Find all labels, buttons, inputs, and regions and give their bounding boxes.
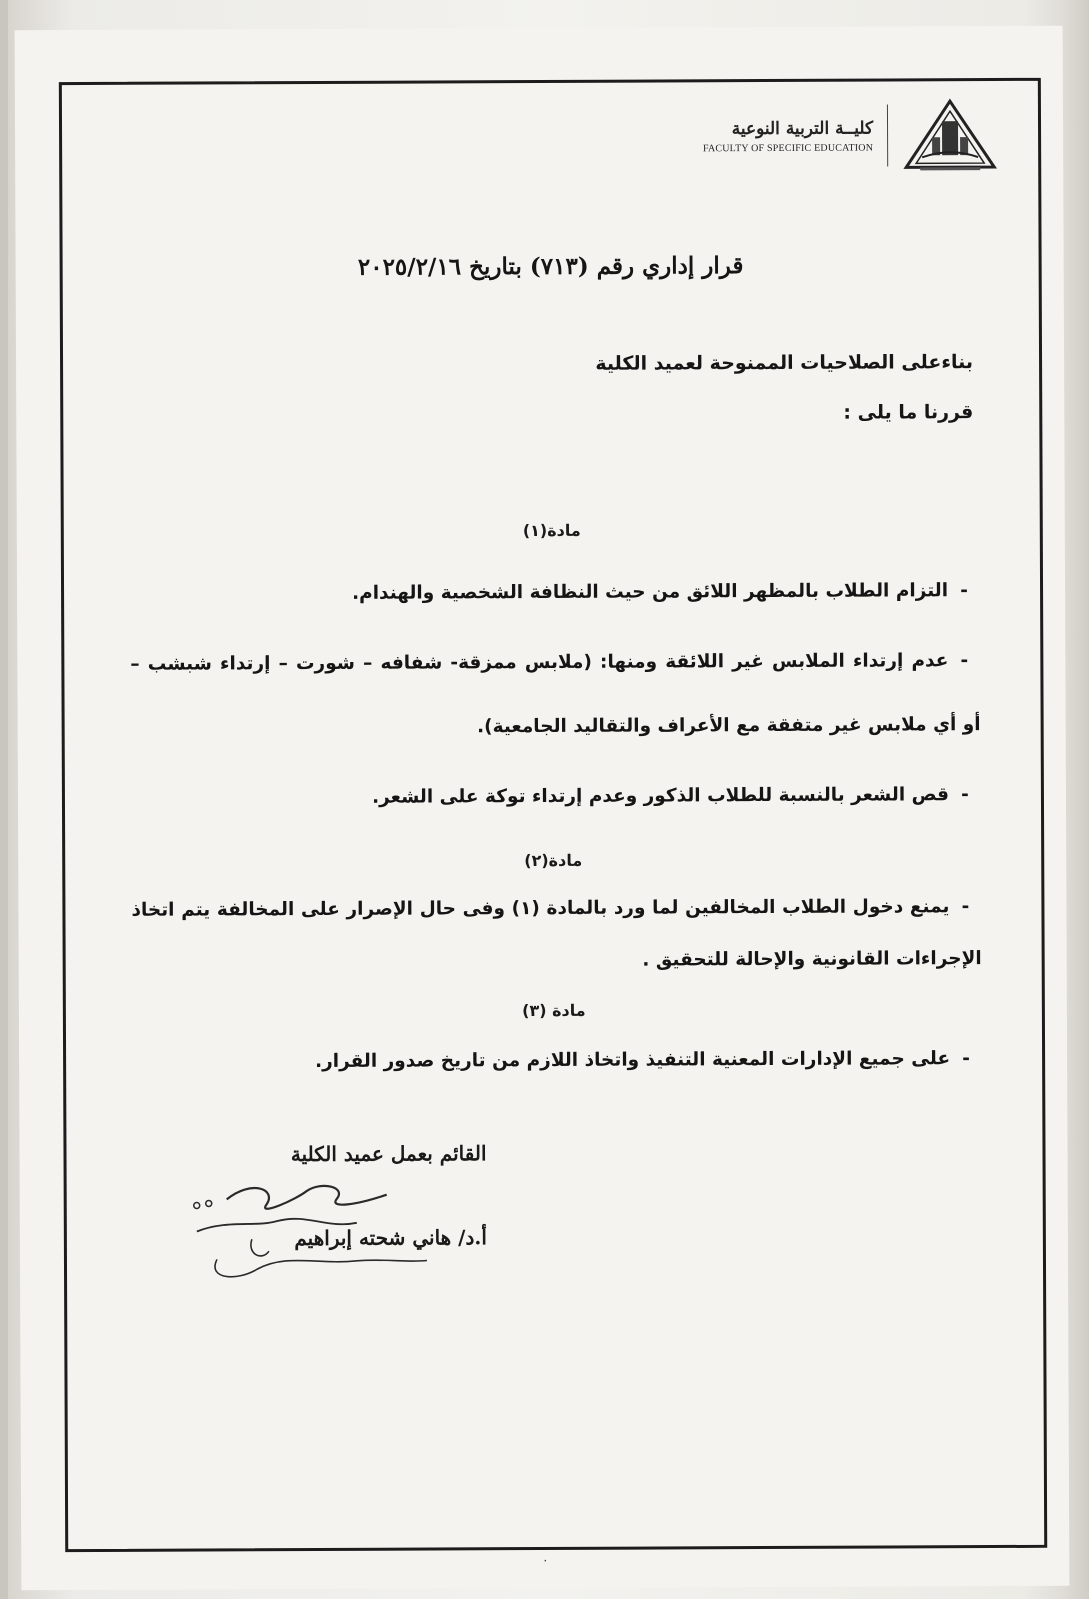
letterhead-divider bbox=[887, 104, 888, 166]
article-3-item-1 bbox=[132, 1033, 982, 1089]
bullet-dash: - bbox=[960, 580, 968, 602]
decision-title: قرار إداري رقم (٧١٣) بتاريخ ٢٠٢٥/٢/١٦ bbox=[357, 252, 744, 281]
article-1-item-2-text: عدم إرتداء الملابس غير اللائقة ومنها: (ملابس ممزقة- شفافه – شورت – إرتداء شبشب – أو أي ملابس غير متفقة مع الأعراف والتقاليد الجامعية). bbox=[130, 650, 981, 738]
faculty-name bbox=[703, 118, 873, 154]
bullet-dash: - bbox=[961, 784, 969, 806]
intro-decided-line: قررنا ما يلى : bbox=[843, 401, 974, 424]
letterhead bbox=[703, 95, 999, 176]
article-1-item-3-text: قص الشعر بالنسبة للطلاب الذكور وعدم إرتداء توكة على الشعر. bbox=[372, 784, 949, 808]
article-2-item-1-text: يمنع دخول الطلاب المخالفين لما ورد بالمادة (١) وفى حال الإصرار على المخالفة يتم اتخاذ الإجراءات القانونية والإحالة للتحقيق . bbox=[131, 896, 982, 971]
faculty-name-arabic: كليــة التربية النوعية bbox=[731, 118, 874, 139]
article-1-heading: مادة(١) bbox=[522, 520, 581, 541]
article-1-item-1 bbox=[130, 559, 980, 627]
bullet-dash: - bbox=[960, 650, 969, 672]
underlying-sheet-edge bbox=[1065, 0, 1089, 1599]
page-border-frame bbox=[59, 78, 1047, 1552]
article-1-item-2 bbox=[130, 629, 981, 761]
article-2-heading: مادة(٢) bbox=[524, 850, 583, 871]
article-1-item-3 bbox=[131, 763, 981, 831]
article-2-item-1 bbox=[131, 881, 981, 989]
intro-authority-line: بناءعلى الصلاحيات الممنوحة لعميد الكلية bbox=[595, 351, 974, 375]
university-logo-icon bbox=[902, 97, 998, 173]
page-number: ٠ bbox=[542, 1552, 549, 1568]
article-1-item-1-text: التزام الطلاب بالمظهر اللائق من حيث النظافة الشخصية والهندام. bbox=[352, 580, 949, 604]
article-3-heading: مادة (٣) bbox=[522, 1000, 586, 1021]
bullet-dash: - bbox=[961, 896, 970, 918]
faculty-name-english: FACULTY OF SPECIFIC EDUCATION bbox=[702, 142, 874, 154]
article-3-item-1-text: على جميع الإدارات المعنية التنفيذ واتخاذ اللازم من تاريخ صدور القرار. bbox=[315, 1048, 951, 1072]
document-page bbox=[15, 26, 1070, 1591]
signatory-name: أ.د/ هاني شحته إبراهيم bbox=[294, 1225, 487, 1251]
bullet-dash: - bbox=[962, 1048, 970, 1070]
signatory-title: القائم بعمل عميد الكلية bbox=[290, 1141, 487, 1167]
